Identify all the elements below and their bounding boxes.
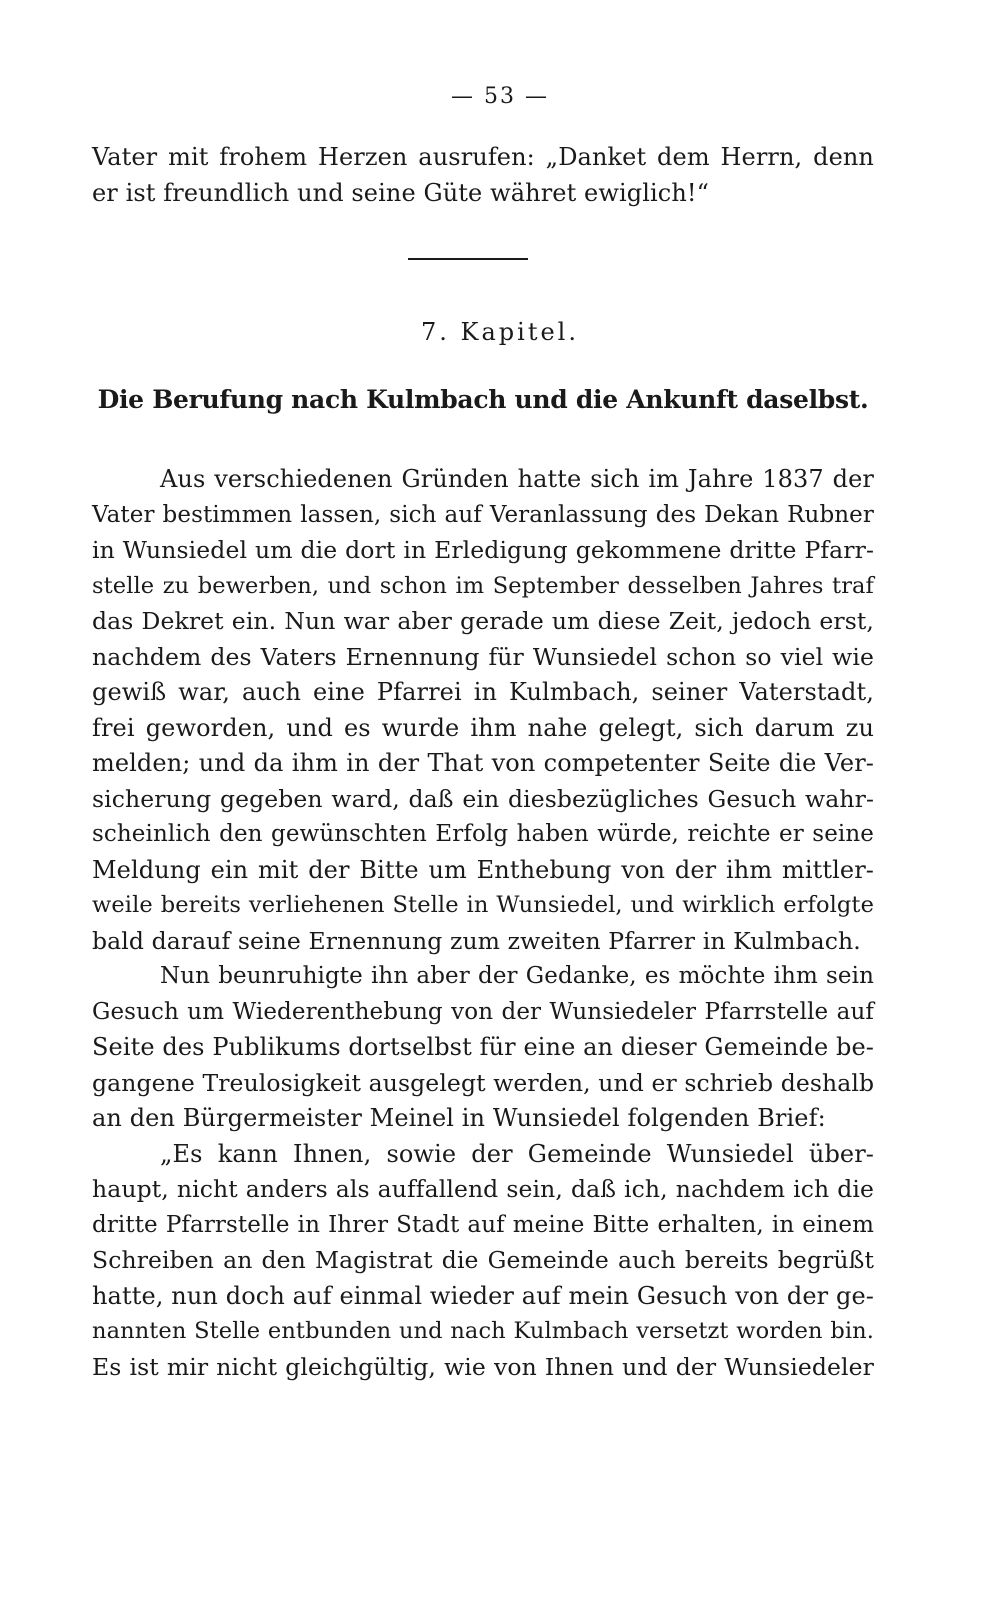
continuation-paragraph bbox=[92, 140, 874, 211]
text-line: weile bereits verliehenen Stelle in Wunsiedel, und wirklich erfolgte bbox=[92, 892, 874, 918]
text-line: hatte, nun doch auf einmal wieder auf mein Gesuch von der ge- bbox=[92, 1281, 874, 1310]
text-line: bald darauf seine Ernennung zum zweiten Pfarrer in Kulmbach. bbox=[92, 926, 861, 955]
text-line: Nun beunruhigte ihn aber der Gedanke, es möchte ihm sein bbox=[160, 963, 874, 989]
text-line: haupt, nicht anders als auffallend sein, daß ich, nachdem ich die bbox=[92, 1175, 874, 1203]
text-line: Gesuch um Wiederenthebung von der Wunsiedeler Pfarrstelle auf bbox=[92, 998, 874, 1025]
text-line: Vater mit frohem Herzen ausrufen: „Danket dem Herrn, denn bbox=[92, 143, 874, 171]
text-line: stelle zu bewerben, und schon im September desselben Jahres traf bbox=[92, 572, 874, 599]
text-line: nachdem des Vaters Ernennung für Wunsiedel schon so viel wie bbox=[92, 642, 874, 671]
text-line: er ist freundlich und seine Güte währet ewiglich!“ bbox=[92, 178, 709, 207]
text-line: Aus verschiedenen Gründen hatte sich im Jahre 1837 der bbox=[160, 465, 874, 493]
text-line: sicherung gegeben ward, daß ein diesbezügliches Gesuch wahr- bbox=[92, 784, 874, 813]
text-line: gangene Treulosigkeit ausgelegt werden, und er schrieb deshalb bbox=[92, 1068, 875, 1097]
text-line: frei geworden, und es wurde ihm nahe gelegt, sich darum zu bbox=[92, 713, 874, 742]
text-line: an den Bürgermeister Meinel in Wunsiedel folgenden Brief: bbox=[92, 1104, 826, 1132]
text-line: scheinlich den gewünschten Erfolg haben würde, reichte er seine bbox=[92, 821, 874, 847]
chapter-label: 7. Kapitel. bbox=[421, 318, 579, 346]
text-line: in Wunsiedel um die dort in Erledigung gekommene dritte Pfarr- bbox=[92, 536, 874, 564]
text-line: Es ist mir nicht gleichgültig, wie von Ihnen und der Wunsiedeler bbox=[92, 1352, 874, 1381]
text-line: Schreiben an den Magistrat die Gemeinde auch bereits begrüßt bbox=[92, 1246, 874, 1274]
chapter-body bbox=[92, 462, 874, 1385]
text-line: dritte Pfarrstelle in Ihrer Stadt auf meine Bitte erhalten, in einem bbox=[92, 1211, 874, 1238]
text-line: das Dekret ein. Nun war aber gerade um diese Zeit, jedoch erst, bbox=[92, 607, 874, 635]
text-line: gewiß war, auch eine Pfarrei in Kulmbach, seiner Vaterstadt, bbox=[92, 678, 874, 706]
text-line: Meldung ein mit der Bitte um Enthebung von der ihm mittler- bbox=[92, 855, 874, 884]
text-line: nannten Stelle entbunden und nach Kulmbach versetzt worden bin. bbox=[92, 1318, 874, 1344]
text-line: melden; und da ihm in der That von competenter Seite die Ver- bbox=[92, 749, 874, 777]
text-line: „Es kann Ihnen, sowie der Gemeinde Wunsiedel über- bbox=[160, 1139, 874, 1168]
chapter-title: Die Berufung nach Kulmbach und die Ankunft daselbst. bbox=[97, 385, 869, 414]
text-line: Seite des Publikums dortselbst für eine an dieser Gemeinde be- bbox=[92, 1033, 874, 1061]
page-number: — 53 — bbox=[451, 84, 549, 109]
text-line: Vater bestimmen lassen, sich auf Veranlassung des Dekan Rubner bbox=[92, 501, 874, 528]
section-divider bbox=[408, 258, 528, 260]
